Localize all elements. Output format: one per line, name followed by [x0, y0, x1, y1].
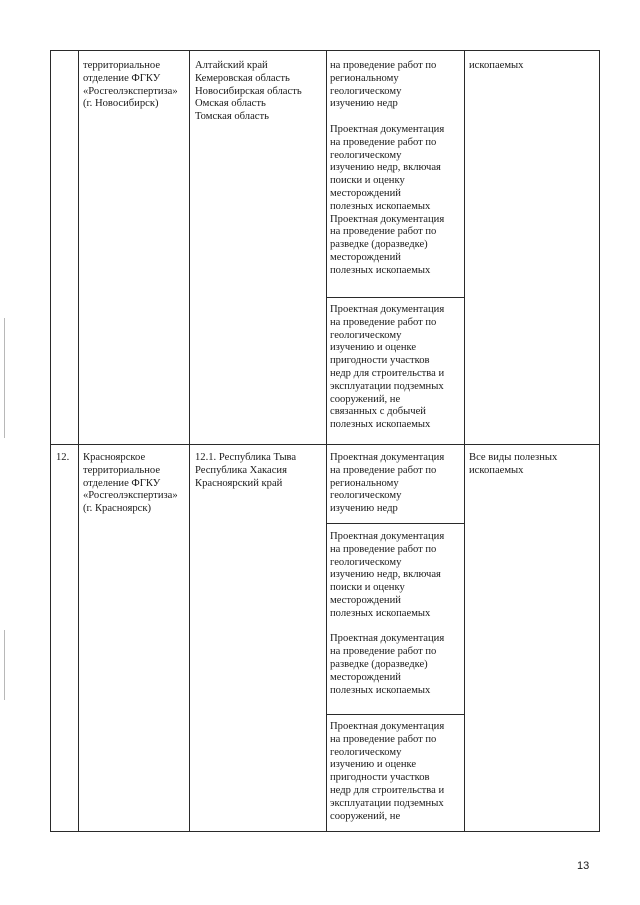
- regions-table: [50, 50, 600, 832]
- scan-edge-mark-lower: [4, 630, 5, 700]
- regions-cell: Алтайский край Кемеровская область Новосибирская область Омская область Томская область: [195, 60, 302, 123]
- column-divider: [464, 51, 465, 831]
- documentation-cell: Проектная документация на проведение работ по геологическому изучению и оценке пригодности участков недр для строительства и эксплуатации подземных сооружений, не связанных с добычей полезных ископаемых: [330, 304, 445, 431]
- documentation-cell: Проектная документация на проведение работ по геологическому изучению недр, включая поиски и оценку месторождений полезных ископаемых Проектная документация на проведение работ по разведке (доразведке) месторождений полезных ископаемых: [330, 531, 445, 696]
- page-number: 13: [577, 860, 590, 872]
- column-divider: [189, 51, 190, 831]
- doc-divider: [326, 714, 464, 715]
- documentation-cell: на проведение работ по региональному геологическому изучению недр Проектная документация на проведение работ по геологическому изучению недр, включая поиски и оценку месторождений полезных ископаемых Проектная документация на проведение работ по разведке (доразведке) месторождений полезных ископаемых: [330, 60, 445, 276]
- minerals-cell: Все виды полезных ископаемых: [469, 452, 558, 476]
- row-number: 12.: [56, 452, 70, 463]
- organization-cell: территориальное отделение ФГКУ «Росгеолэкспертиза» (г. Новосибирск): [83, 60, 178, 110]
- minerals-cell: ископаемых: [469, 60, 524, 71]
- documentation-cell: Проектная документация на проведение работ по геологическому изучению и оценке пригодности участков недр для строительства и эксплуатации подземных сооружений, не: [330, 721, 445, 822]
- row-divider: [51, 444, 599, 445]
- regions-cell: 12.1. Республика Тыва Республика Хакасия Красноярский край: [195, 452, 297, 489]
- documentation-cell: Проектная документация на проведение работ по региональному геологическому изучению недр: [330, 452, 445, 515]
- column-divider: [78, 51, 79, 831]
- doc-divider: [326, 297, 464, 298]
- doc-divider: [326, 523, 464, 524]
- scan-edge-mark: [4, 318, 5, 438]
- organization-cell: Красноярское территориальное отделение ФГКУ «Росгеолэкспертиза» (г. Красноярск): [83, 452, 178, 515]
